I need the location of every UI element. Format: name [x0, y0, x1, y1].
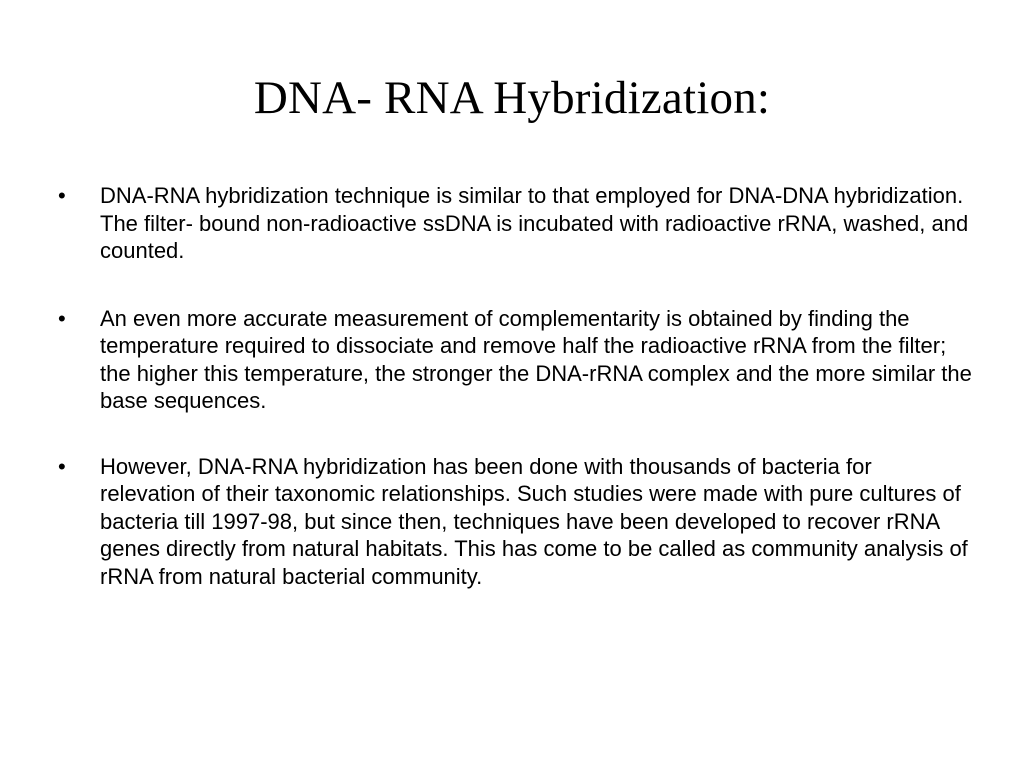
bullet-item — [58, 453, 973, 591]
slide-title: DNA- RNA Hybridization: — [253, 72, 771, 124]
bullet-list — [58, 182, 973, 630]
bullet-dot-icon: • — [58, 453, 66, 479]
bullet-text: However, DNA-RNA hybridization has been done with thousands of bacteria for relevation of their taxonomic relationships. Such studies were made with pure cultures of bacteria till 1997-98, but since then, techniques have been developed to recover rRNA genes directly from natural habitats. This has come to be called as community analysis of rRNA from natural bacterial community. — [100, 453, 968, 589]
bullet-text: An even more accurate measurement of complementarity is obtained by finding the temperature required to dissociate and remove half the radioactive rRNA from the filter; the higher this temperature, the stronger the DNA-rRNA complex and the more similar the base sequences. — [100, 305, 972, 413]
bullet-item — [58, 182, 973, 265]
bullet-dot-icon: • — [58, 183, 66, 208]
bullet-dot-icon: • — [58, 305, 66, 331]
bullet-text: DNA-RNA hybridization technique is similar to that employed for DNA-DNA hybridization. The filter- bound non-radioactive ssDNA is incubated with radioactive rRNA, washed, and counted. — [100, 183, 969, 263]
bullet-item — [58, 305, 973, 415]
